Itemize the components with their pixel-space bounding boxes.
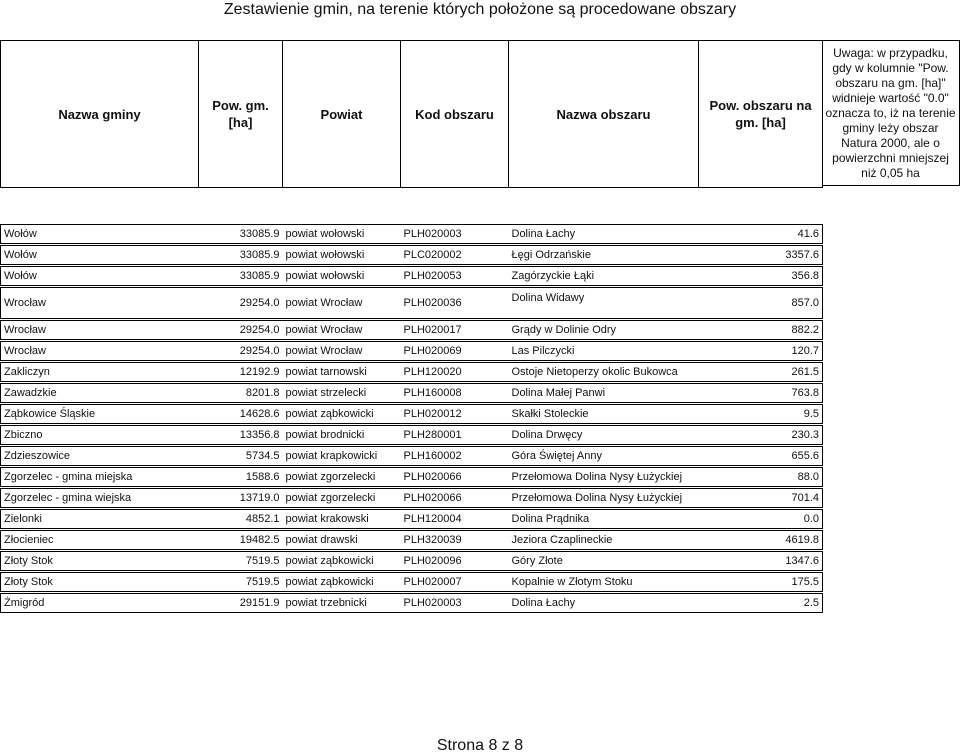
cell-pow-gm: 5734.5 <box>199 447 283 466</box>
table-header <box>1 41 823 188</box>
table-row <box>1 447 823 466</box>
cell-powiat: powiat trzebnicki <box>283 594 401 613</box>
cell-powiat: powiat wołowski <box>283 225 401 244</box>
cell-pow-gm: 29254.0 <box>199 321 283 340</box>
cell-obszar: Góry Złote <box>509 552 699 571</box>
cell-obszar: Przełomowa Dolina Nysy Łużyckiej <box>509 468 699 487</box>
cell-powiat: powiat drawski <box>283 531 401 550</box>
cell-powiat: powiat Wrocław <box>283 321 401 340</box>
cell-powiat: powiat krapkowicki <box>283 447 401 466</box>
cell-area: 356.8 <box>699 267 823 286</box>
cell-area: 9.5 <box>699 405 823 424</box>
cell-obszar: Dolina Drwęcy <box>509 426 699 445</box>
cell-obszar: Kopalnie w Złotym Stoku <box>509 573 699 592</box>
cell-kod: PLH320039 <box>401 531 509 550</box>
cell-pow-gm: 7519.5 <box>199 573 283 592</box>
cell-pow-gm: 13356.8 <box>199 426 283 445</box>
table-body <box>1 188 823 613</box>
table-row <box>1 405 823 424</box>
table-row <box>1 321 823 340</box>
cell-area: 2.5 <box>699 594 823 613</box>
cell-pow-gm: 29254.0 <box>199 342 283 361</box>
cell-kod: PLH280001 <box>401 426 509 445</box>
cell-kod: PLH160008 <box>401 384 509 403</box>
cell-area: 88.0 <box>699 468 823 487</box>
table-row <box>1 225 823 244</box>
cell-powiat: powiat tarnowski <box>283 363 401 382</box>
cell-kod: PLH020003 <box>401 594 509 613</box>
cell-area: 175.5 <box>699 573 823 592</box>
cell-obszar: Skałki Stoleckie <box>509 405 699 424</box>
cell-area: 120.7 <box>699 342 823 361</box>
cell-powiat: powiat wołowski <box>283 246 401 265</box>
table-row <box>1 552 823 571</box>
cell-gmina: Wrocław <box>1 288 199 319</box>
cell-pow-gm: 33085.9 <box>199 246 283 265</box>
cell-gmina: Zielonki <box>1 510 199 529</box>
cell-gmina: Złocieniec <box>1 531 199 550</box>
cell-gmina: Zbiczno <box>1 426 199 445</box>
cell-obszar: Dolina Łachy <box>509 594 699 613</box>
cell-pow-gm: 4852.1 <box>199 510 283 529</box>
cell-pow-gm: 1588.6 <box>199 468 283 487</box>
cell-area: 230.3 <box>699 426 823 445</box>
cell-powiat: powiat wołowski <box>283 267 401 286</box>
cell-kod: PLH020012 <box>401 405 509 424</box>
table-row <box>1 363 823 382</box>
cell-area: 763.8 <box>699 384 823 403</box>
cell-powiat: powiat krakowski <box>283 510 401 529</box>
cell-kod: PLH020036 <box>401 288 509 319</box>
cell-area: 701.4 <box>699 489 823 508</box>
cell-obszar: Las Pilczycki <box>509 342 699 361</box>
page-title: Zestawienie gmin, na terenie których położone są procedowane obszary <box>223 1 737 18</box>
cell-powiat: powiat strzelecki <box>283 384 401 403</box>
cell-kod: PLC020002 <box>401 246 509 265</box>
cell-gmina: Wołów <box>1 267 199 286</box>
cell-gmina: Wołów <box>1 225 199 244</box>
cell-obszar-text: Dolina Widawy <box>511 292 585 304</box>
cell-powiat: powiat brodnicki <box>283 426 401 445</box>
cell-powiat: powiat ząbkowicki <box>283 573 401 592</box>
header-kod-obszaru: Kod obszaru <box>401 41 509 188</box>
cell-area: 0.0 <box>699 510 823 529</box>
table-row <box>1 573 823 592</box>
cell-kod: PLH120020 <box>401 363 509 382</box>
table-row <box>1 267 823 286</box>
cell-obszar: Jeziora Czaplineckie <box>509 531 699 550</box>
cell-gmina: Zdzieszowice <box>1 447 199 466</box>
cell-kod: PLH020066 <box>401 489 509 508</box>
note-box: Uwaga: w przypadku, gdy w kolumnie "Pow. obszaru na gm. [ha]" widnieje wartość "0.0" oznacza to, iż na terenie gminy leży obszar Natura 2000, ale o powierzchni mniejszej niż 0,05 ha <box>822 40 960 186</box>
cell-area: 1347.6 <box>699 552 823 571</box>
cell-area: 3357.6 <box>699 246 823 265</box>
cell-kod: PLH020017 <box>401 321 509 340</box>
header-pow-obszaru: Pow. obszaru na gm. [ha] <box>699 41 823 188</box>
table-row <box>1 468 823 487</box>
cell-obszar: Dolina Łachy <box>509 225 699 244</box>
cell-gmina: Zgorzelec - gmina wiejska <box>1 489 199 508</box>
cell-pow-gm: 29151.9 <box>199 594 283 613</box>
cell-obszar <box>509 288 699 319</box>
cell-obszar: Dolina Małej Panwi <box>509 384 699 403</box>
cell-powiat: powiat ząbkowicki <box>283 552 401 571</box>
table-row <box>1 531 823 550</box>
cell-gmina: Zgorzelec - gmina miejska <box>1 468 199 487</box>
table-row <box>1 426 823 445</box>
cell-pow-gm: 7519.5 <box>199 552 283 571</box>
cell-pow-gm: 29254.0 <box>199 288 283 319</box>
cell-powiat: powiat ząbkowicki <box>283 405 401 424</box>
header-powiat: Powiat <box>283 41 401 188</box>
cell-kod: PLH020096 <box>401 552 509 571</box>
cell-area: 41.6 <box>699 225 823 244</box>
cell-gmina: Złoty Stok <box>1 552 199 571</box>
table-row <box>1 489 823 508</box>
cell-powiat: powiat Wrocław <box>283 342 401 361</box>
cell-pow-gm: 14628.6 <box>199 405 283 424</box>
cell-gmina: Żmigród <box>1 594 199 613</box>
cell-pow-gm: 13719.0 <box>199 489 283 508</box>
cell-obszar: Łęgi Odrzańskie <box>509 246 699 265</box>
cell-area: 857.0 <box>699 288 823 319</box>
cell-obszar: Dolina Prądnika <box>509 510 699 529</box>
cell-powiat: powiat Wrocław <box>283 288 401 319</box>
cell-pow-gm: 8201.8 <box>199 384 283 403</box>
cell-kod: PLH020069 <box>401 342 509 361</box>
cell-area: 882.2 <box>699 321 823 340</box>
cell-area: 261.5 <box>699 363 823 382</box>
areas-table <box>0 40 823 613</box>
cell-kod: PLH020066 <box>401 468 509 487</box>
cell-gmina: Zawadzkie <box>1 384 199 403</box>
cell-gmina: Wrocław <box>1 342 199 361</box>
cell-obszar: Zagórzyckie Łąki <box>509 267 699 286</box>
cell-kod: PLH160002 <box>401 447 509 466</box>
cell-gmina: Zakliczyn <box>1 363 199 382</box>
header-nazwa-gminy: Nazwa gminy <box>1 41 199 188</box>
cell-pow-gm: 12192.9 <box>199 363 283 382</box>
cell-kod: PLH020053 <box>401 267 509 286</box>
cell-kod: PLH120004 <box>401 510 509 529</box>
cell-kod: PLH020007 <box>401 573 509 592</box>
cell-obszar: Góra Świętej Anny <box>509 447 699 466</box>
cell-obszar: Przełomowa Dolina Nysy Łużyckiej <box>509 489 699 508</box>
cell-area: 655.6 <box>699 447 823 466</box>
cell-powiat: powiat zgorzelecki <box>283 468 401 487</box>
cell-obszar: Ostoje Nietoperzy okolic Bukowca <box>509 363 699 382</box>
cell-area: 4619.8 <box>699 531 823 550</box>
cell-kod: PLH020003 <box>401 225 509 244</box>
table-row <box>1 384 823 403</box>
cell-gmina: Wołów <box>1 246 199 265</box>
cell-gmina: Złoty Stok <box>1 573 199 592</box>
table-row <box>1 246 823 265</box>
table-row <box>1 342 823 361</box>
table-row <box>1 510 823 529</box>
cell-pow-gm: 19482.5 <box>199 531 283 550</box>
cell-pow-gm: 33085.9 <box>199 225 283 244</box>
table-row <box>1 594 823 613</box>
cell-powiat: powiat zgorzelecki <box>283 489 401 508</box>
cell-gmina: Ząbkowice Śląskie <box>1 405 199 424</box>
header-nazwa-obszaru: Nazwa obszaru <box>509 41 699 188</box>
table-row <box>1 288 823 319</box>
cell-obszar: Grądy w Dolinie Odry <box>509 321 699 340</box>
header-pow-gm: Pow. gm. [ha] <box>199 41 283 188</box>
cell-gmina: Wrocław <box>1 321 199 340</box>
page-number: Strona 8 z 8 <box>436 737 524 754</box>
cell-pow-gm: 33085.9 <box>199 267 283 286</box>
